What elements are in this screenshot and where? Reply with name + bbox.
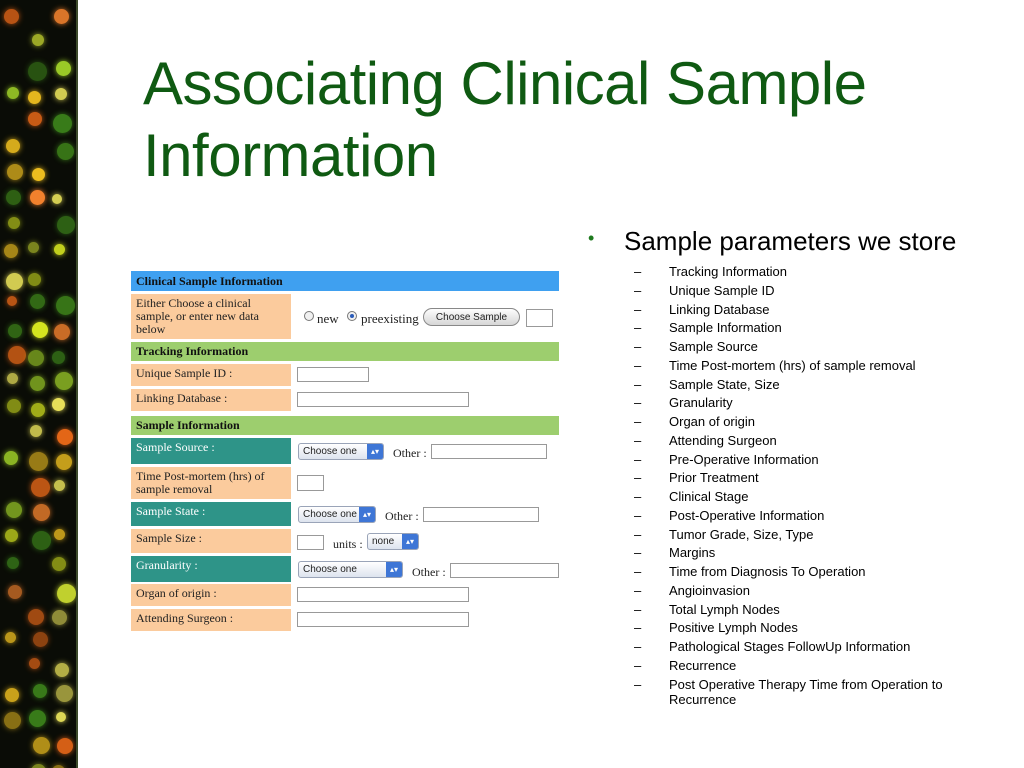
sub-bullet-text: Post-Operative Information xyxy=(669,507,825,523)
sub-bullet-text: Tumor Grade, Size, Type xyxy=(669,526,814,542)
dash-bullet: – xyxy=(634,601,642,617)
microarray-spot xyxy=(28,112,42,126)
sub-bullet-text: Organ of origin xyxy=(669,414,755,429)
clinical-sample-form xyxy=(131,271,561,641)
sub-bullet-text: Attending Surgeon xyxy=(669,432,777,448)
sub-bullet-text: Unique Sample ID xyxy=(669,282,775,298)
time-postmortem-label: Time Post-mortem (hrs) of sample removal xyxy=(131,467,291,499)
sample-size-label: Sample Size : xyxy=(131,529,291,553)
sub-bullet-item xyxy=(588,395,1008,410)
sub-bullet-item xyxy=(588,452,1008,467)
microarray-spot xyxy=(28,242,39,253)
microarray-spot xyxy=(54,529,65,540)
main-bullet-text: Sample parameters we store xyxy=(624,226,957,256)
microarray-spot xyxy=(33,504,50,521)
main-bullet xyxy=(588,226,1008,260)
dash-bullet: – xyxy=(634,657,642,673)
sub-bullet-text: Prior Treatment xyxy=(669,470,759,486)
linking-database-input[interactable] xyxy=(297,392,469,407)
sub-bullet-item xyxy=(588,602,1008,617)
sub-bullet-item xyxy=(588,545,1008,560)
organ-of-origin-input[interactable] xyxy=(297,587,469,602)
sub-bullet-item xyxy=(588,320,1008,335)
microarray-spot xyxy=(7,87,19,99)
dash-bullet: – xyxy=(634,376,642,392)
clinical-sample-header: Clinical Sample Information xyxy=(131,271,559,291)
microarray-spot xyxy=(56,454,72,470)
dropdown-arrow-icon: ▴▾ xyxy=(367,444,383,459)
sub-bullet-text: Tracking Information xyxy=(669,264,788,279)
granularity-label: Granularity : xyxy=(131,556,291,582)
microarray-spot xyxy=(53,114,72,133)
microarray-spot xyxy=(4,9,19,24)
microarray-spot xyxy=(54,244,65,255)
microarray-spot xyxy=(28,350,44,366)
microarray-spot xyxy=(30,376,45,391)
microarray-spot xyxy=(52,557,66,571)
microarray-spot xyxy=(7,557,19,569)
microarray-spot xyxy=(29,658,40,669)
radio-new-label: new xyxy=(317,311,339,326)
microarray-spot xyxy=(54,9,69,24)
microarray-image-strip xyxy=(0,0,76,768)
unique-sample-id-label: Unique Sample ID : xyxy=(131,364,291,386)
sub-bullet-text: Sample Source xyxy=(669,339,758,354)
sample-size-input[interactable] xyxy=(297,535,324,550)
microarray-spot xyxy=(30,190,45,205)
sample-information-header: Sample Information xyxy=(131,416,559,435)
microarray-spot xyxy=(56,712,66,722)
sample-source-other-label: Other : xyxy=(393,446,427,460)
microarray-spot xyxy=(32,531,51,550)
sub-bullet-item xyxy=(588,564,1008,579)
choose-sample-label: Either Choose a clinical sample, or enter new data below xyxy=(131,294,291,339)
sub-bullet-text: Angioinvasion xyxy=(669,582,750,598)
sub-bullet-text: Sample Information xyxy=(669,320,782,336)
microarray-spot xyxy=(29,452,48,471)
attending-surgeon-label: Attending Surgeon : xyxy=(131,609,291,631)
microarray-spot xyxy=(6,190,21,205)
dash-bullet: – xyxy=(634,526,642,542)
sub-bullet-item xyxy=(588,358,1008,373)
microarray-spot xyxy=(57,143,74,160)
microarray-spot xyxy=(8,217,20,229)
dash-bullet: – xyxy=(634,470,642,486)
sub-bullet-text: Granularity xyxy=(669,395,733,411)
sub-bullet-item xyxy=(588,414,1008,429)
sample-source-select-value: Choose one xyxy=(303,446,357,457)
sub-bullet-item xyxy=(588,620,1008,635)
microarray-spot xyxy=(30,294,45,309)
dash-bullet: – xyxy=(634,489,642,504)
sub-bullet-text: Total Lymph Nodes xyxy=(669,601,780,617)
dropdown-arrow-icon: ▴▾ xyxy=(402,534,418,549)
microarray-spot xyxy=(7,399,21,413)
dash-bullet: – xyxy=(634,507,642,523)
microarray-spot xyxy=(56,296,75,315)
microarray-spot xyxy=(33,737,50,754)
microarray-spot xyxy=(54,324,70,340)
microarray-spot xyxy=(52,610,67,625)
dash-bullet: – xyxy=(634,432,642,448)
slide-title xyxy=(143,48,1003,192)
microarray-spot xyxy=(31,764,46,768)
unique-sample-id-input[interactable] xyxy=(297,367,369,382)
sub-bullet-text: Clinical Stage xyxy=(669,489,749,504)
dropdown-arrow-icon: ▴▾ xyxy=(386,562,402,577)
microarray-spot xyxy=(4,244,18,258)
microarray-spot xyxy=(7,164,23,180)
microarray-spot xyxy=(5,529,18,542)
microarray-spot xyxy=(31,478,50,497)
granularity-other-label: Other : xyxy=(412,565,446,579)
title-line-1: Associating Clinical Sample xyxy=(143,50,867,117)
sub-bullet-text: Positive Lymph Nodes xyxy=(669,620,798,636)
dash-bullet: – xyxy=(634,639,642,654)
dash-bullet: – xyxy=(634,339,642,354)
sub-bullet-text: Post Operative Therapy Time from Operation to Recurrence xyxy=(669,676,943,707)
title-line-2: Information xyxy=(143,122,438,189)
microarray-spot xyxy=(6,273,23,290)
sub-bullet-item xyxy=(588,377,1008,392)
sub-bullet-item xyxy=(588,527,1008,542)
granularity-select-value: Choose one xyxy=(303,564,357,575)
microarray-spot xyxy=(52,194,62,204)
microarray-spot xyxy=(55,663,69,677)
sub-bullet-text: Recurrence xyxy=(669,657,737,673)
microarray-spot xyxy=(28,62,47,81)
sub-bullet-item xyxy=(588,283,1008,298)
microarray-spot xyxy=(7,373,18,384)
sub-bullet-item xyxy=(588,433,1008,448)
microarray-spot xyxy=(8,324,22,338)
microarray-spot xyxy=(33,632,48,647)
sub-bullet-list xyxy=(588,264,1008,707)
microarray-spot xyxy=(4,712,21,729)
sample-state-select[interactable] xyxy=(298,506,376,523)
dash-bullet: – xyxy=(634,564,642,579)
microarray-spot xyxy=(4,451,18,465)
sub-bullet-item xyxy=(588,264,1008,279)
choose-sample-button[interactable]: Choose Sample xyxy=(423,308,520,326)
sample-state-other-label: Other : xyxy=(385,509,419,523)
units-select-value: none xyxy=(372,536,395,547)
units-label: units : xyxy=(333,537,363,551)
units-select[interactable] xyxy=(367,533,419,550)
microarray-spot xyxy=(52,351,65,364)
dash-bullet: – xyxy=(634,582,642,598)
microarray-spot xyxy=(54,480,65,491)
sub-bullet-item xyxy=(588,677,1008,707)
sub-bullet-item xyxy=(588,302,1008,317)
dash-bullet: – xyxy=(634,357,642,373)
organ-of-origin-label: Organ of origin : xyxy=(131,584,291,606)
dash-bullet: – xyxy=(634,395,642,411)
dash-bullet: – xyxy=(634,414,642,429)
sample-state-other-input[interactable] xyxy=(423,507,539,522)
sub-bullet-text: Pre-Operative Information xyxy=(669,451,819,467)
microarray-spot xyxy=(33,684,47,698)
microarray-spot xyxy=(32,168,45,181)
sample-source-label: Sample Source : xyxy=(131,438,291,464)
dash-bullet: – xyxy=(634,282,642,298)
dropdown-arrow-icon: ▴▾ xyxy=(359,507,375,522)
microarray-spot xyxy=(28,91,41,104)
sub-bullet-item xyxy=(588,339,1008,354)
granularity-select[interactable] xyxy=(298,561,403,578)
granularity-other-input[interactable] xyxy=(450,563,559,578)
bullet-dot-icon: • xyxy=(588,228,595,248)
microarray-spot xyxy=(28,609,44,625)
microarray-spot xyxy=(29,710,46,727)
microarray-spot xyxy=(28,273,41,286)
linking-database-label: Linking Database : xyxy=(131,389,291,411)
attending-surgeon-input[interactable] xyxy=(297,612,469,627)
microarray-spot xyxy=(56,61,71,76)
tracking-header: Tracking Information xyxy=(131,342,559,361)
microarray-spot xyxy=(55,88,67,100)
microarray-spot xyxy=(30,425,42,437)
microarray-spot xyxy=(5,688,19,702)
sample-state-label: Sample State : xyxy=(131,502,291,526)
strip-edge xyxy=(76,0,78,768)
sub-bullet-item xyxy=(588,470,1008,485)
microarray-spot xyxy=(6,139,20,153)
dash-bullet: – xyxy=(634,545,642,561)
bullet-list xyxy=(588,226,1008,710)
sub-bullet-item xyxy=(588,639,1008,654)
sub-bullet-item xyxy=(588,583,1008,598)
sub-bullet-text: Sample State, Size xyxy=(669,376,780,392)
microarray-spot xyxy=(32,34,44,46)
microarray-spot xyxy=(32,322,48,338)
sub-bullet-text: Time from Diagnosis To Operation xyxy=(669,564,866,579)
sample-source-other-input[interactable] xyxy=(431,444,547,459)
microarray-spot xyxy=(56,685,73,702)
microarray-spot xyxy=(8,346,26,364)
radio-new[interactable] xyxy=(304,311,314,321)
microarray-spot xyxy=(57,584,76,603)
microarray-spot xyxy=(55,372,73,390)
microarray-spot xyxy=(5,632,16,643)
sample-state-select-value: Choose one xyxy=(303,509,357,520)
sub-bullet-item xyxy=(588,508,1008,523)
time-postmortem-input[interactable] xyxy=(297,475,324,491)
microarray-spot xyxy=(52,398,65,411)
sub-bullet-text: Linking Database xyxy=(669,301,770,317)
dash-bullet: – xyxy=(634,620,642,636)
microarray-spot xyxy=(6,502,22,518)
radio-preexisting[interactable] xyxy=(347,311,357,321)
dash-bullet: – xyxy=(634,264,642,279)
microarray-spot xyxy=(8,585,22,599)
microarray-spot xyxy=(57,429,73,445)
dash-bullet: – xyxy=(634,320,642,336)
sub-bullet-text: Margins xyxy=(669,545,716,561)
dash-bullet: – xyxy=(634,301,642,317)
sub-bullet-item xyxy=(588,658,1008,673)
sample-source-select[interactable] xyxy=(298,443,384,460)
microarray-spot xyxy=(31,403,45,417)
dash-bullet: – xyxy=(634,451,642,467)
microarray-spot xyxy=(7,296,17,306)
radio-preexisting-label: preexisting xyxy=(361,311,419,326)
sub-bullet-text: Pathological Stages FollowUp Information xyxy=(669,639,911,654)
microarray-spot xyxy=(57,738,73,754)
dash-bullet: – xyxy=(634,676,642,692)
sub-bullet-text: Time Post-mortem (hrs) of sample removal xyxy=(669,357,916,373)
sample-id-small-input[interactable] xyxy=(526,309,553,327)
sub-bullet-item xyxy=(588,489,1008,504)
microarray-spot xyxy=(57,216,75,234)
